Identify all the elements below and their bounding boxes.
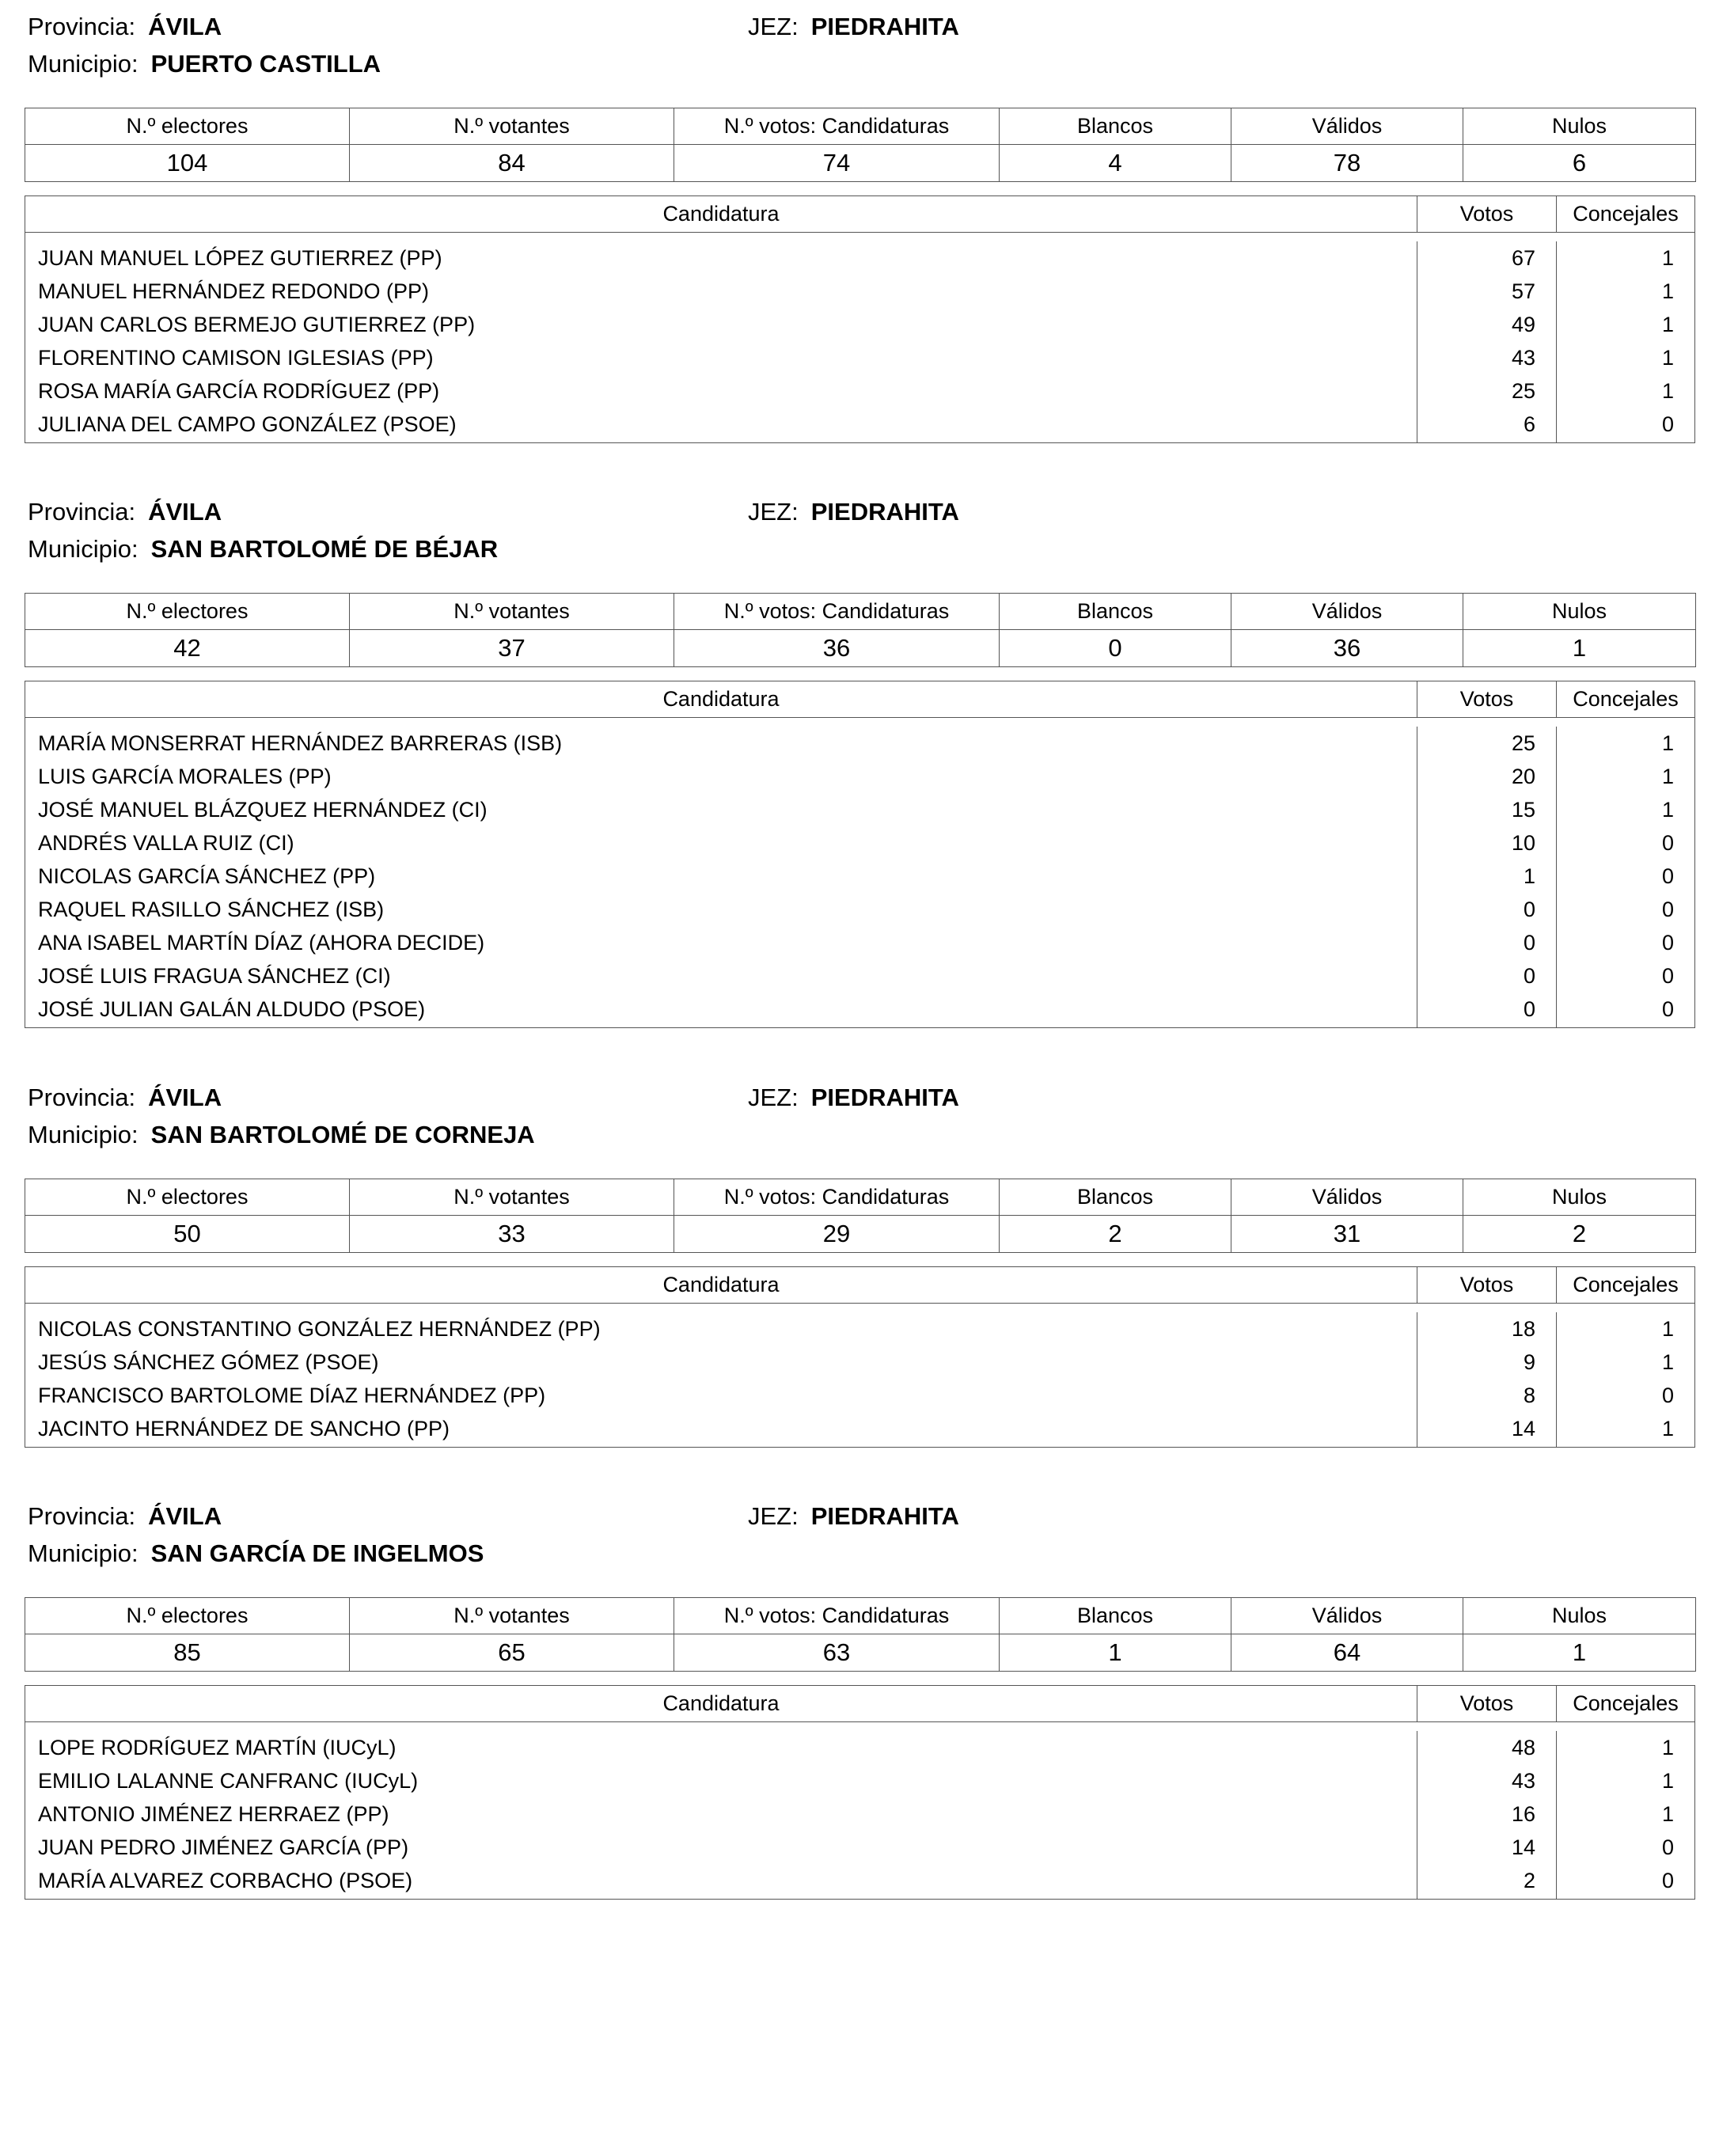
candidate-name: ROSA MARÍA GARCÍA RODRÍGUEZ (PP) [38, 379, 440, 403]
candidate-name: LOPE RODRÍGUEZ MARTÍN (IUCyL) [38, 1736, 397, 1759]
header-concejales: Concejales [1573, 1273, 1679, 1296]
candidate-concejales: 1 [1661, 1317, 1674, 1341]
jez-value: PIEDRAHITA [810, 498, 959, 526]
candidate-votes: 57 [1511, 279, 1535, 303]
summary-value-votantes: 37 [350, 630, 674, 667]
summary-header-blancos: Blancos [1000, 594, 1231, 630]
summary-value-validos: 64 [1231, 1634, 1463, 1672]
summary-value-nulos: 2 [1463, 1216, 1696, 1253]
summary-value-validos: 36 [1231, 630, 1463, 667]
municipio-value: SAN BARTOLOMÉ DE CORNEJA [150, 1121, 535, 1148]
summary-header-nulos: Nulos [1463, 1598, 1696, 1634]
municipio-line [28, 1536, 484, 1571]
provincia-line [28, 1080, 222, 1115]
jez-label: JEZ: [748, 1502, 799, 1530]
candidate-votes: 25 [1511, 379, 1535, 403]
candidate-names-column [25, 1731, 1417, 1899]
candidate-concejales: 1 [1661, 246, 1674, 270]
municipio-label: Municipio: [28, 1539, 139, 1567]
candidate-votes: 18 [1511, 1317, 1535, 1341]
provincia-label: Provincia: [28, 498, 136, 526]
summary-value-blancos: 4 [1000, 145, 1231, 182]
jez-line [748, 1080, 959, 1115]
candidate-name: ANTONIO JIMÉNEZ HERRAEZ (PP) [38, 1802, 389, 1826]
candidate-votes: 43 [1511, 346, 1535, 370]
summary-value-validos: 78 [1231, 145, 1463, 182]
summary-header-nulos: Nulos [1463, 1179, 1696, 1216]
candidate-name: RAQUEL RASILLO SÁNCHEZ (ISB) [38, 898, 385, 921]
candidate-votes: 16 [1511, 1802, 1535, 1826]
summary-value-votantes: 65 [350, 1634, 674, 1672]
candidates-header-row [25, 681, 1694, 718]
summary-value-votos_candidaturas: 63 [674, 1634, 1000, 1672]
candidates-body [25, 233, 1694, 442]
candidate-concejales: 1 [1661, 798, 1674, 822]
candidate-votes-column [1417, 1731, 1557, 1899]
header-votos: Votos [1417, 681, 1557, 717]
municipio-line [28, 532, 498, 567]
candidate-concejales: 1 [1661, 1350, 1674, 1374]
candidate-concejales: 0 [1661, 1835, 1674, 1859]
provincia-value: ÁVILA [148, 498, 222, 526]
candidate-concejales: 1 [1661, 346, 1674, 370]
candidates-body [25, 1722, 1694, 1899]
summary-value-validos: 31 [1231, 1216, 1463, 1253]
header-candidatura: Candidatura [25, 1686, 1417, 1721]
header-concejales: Concejales [1573, 1691, 1679, 1715]
municipio-label: Municipio: [28, 535, 139, 563]
candidates-header-row [25, 1686, 1694, 1722]
summary-header-nulos: Nulos [1463, 108, 1696, 145]
summary-value-blancos: 0 [1000, 630, 1231, 667]
jez-value: PIEDRAHITA [810, 1502, 959, 1530]
provincia-label: Provincia: [28, 1084, 136, 1111]
summary-header-row [25, 108, 1696, 145]
candidate-votes: 6 [1523, 412, 1535, 436]
candidates-body [25, 718, 1694, 1027]
provincia-value: ÁVILA [148, 1502, 222, 1530]
summary-value-votos_candidaturas: 74 [674, 145, 1000, 182]
candidate-concejales-column [1557, 1312, 1694, 1447]
summary-header-votantes: N.º votantes [350, 108, 674, 145]
candidate-concejales: 0 [1661, 1384, 1674, 1407]
candidate-votes-column [1417, 241, 1557, 442]
candidate-name: LUIS GARCÍA MORALES (PP) [38, 765, 332, 788]
candidate-concejales: 1 [1661, 1802, 1674, 1826]
candidate-votes: 14 [1511, 1417, 1535, 1440]
candidate-concejales: 1 [1661, 313, 1674, 336]
provincia-value: ÁVILA [148, 1084, 222, 1111]
candidate-name: JULIANA DEL CAMPO GONZÁLEZ (PSOE) [38, 412, 457, 436]
candidate-name: JACINTO HERNÁNDEZ DE SANCHO (PP) [38, 1417, 450, 1440]
candidate-votes: 48 [1511, 1736, 1535, 1759]
summary-table [25, 108, 1696, 182]
summary-header-nulos: Nulos [1463, 594, 1696, 630]
candidate-votes: 0 [1523, 898, 1535, 921]
candidate-name: EMILIO LALANNE CANFRANC (IUCyL) [38, 1769, 419, 1793]
summary-header-blancos: Blancos [1000, 108, 1231, 145]
candidate-concejales: 1 [1661, 1736, 1674, 1759]
summary-header-blancos: Blancos [1000, 1598, 1231, 1634]
candidate-concejales: 1 [1661, 1769, 1674, 1793]
candidate-name: JOSÉ JULIAN GALÁN ALDUDO (PSOE) [38, 997, 426, 1021]
candidate-votes: 0 [1523, 997, 1535, 1021]
summary-value-nulos: 1 [1463, 630, 1696, 667]
municipio-value: PUERTO CASTILLA [150, 50, 381, 78]
candidate-name: NICOLAS GARCÍA SÁNCHEZ (PP) [38, 864, 376, 888]
summary-header-votos_candidaturas: N.º votos: Candidaturas [674, 108, 1000, 145]
candidate-concejales: 0 [1661, 964, 1674, 988]
candidate-concejales: 0 [1661, 831, 1674, 855]
summary-header-validos: Válidos [1231, 108, 1463, 145]
candidate-votes-column [1417, 1312, 1557, 1447]
candidate-name: JUAN PEDRO JIMÉNEZ GARCÍA (PP) [38, 1835, 409, 1859]
summary-value-electores: 42 [25, 630, 350, 667]
candidate-name: MANUEL HERNÁNDEZ REDONDO (PP) [38, 279, 430, 303]
candidate-name: FRANCISCO BARTOLOME DÍAZ HERNÁNDEZ (PP) [38, 1384, 546, 1407]
summary-header-validos: Válidos [1231, 594, 1463, 630]
summary-header-electores: N.º electores [25, 1598, 350, 1634]
summary-value-nulos: 6 [1463, 145, 1696, 182]
candidate-concejales: 0 [1661, 864, 1674, 888]
jez-label: JEZ: [748, 13, 799, 40]
candidate-votes: 43 [1511, 1769, 1535, 1793]
summary-values-row [25, 145, 1696, 182]
summary-header-votos_candidaturas: N.º votos: Candidaturas [674, 1598, 1000, 1634]
summary-value-electores: 50 [25, 1216, 350, 1253]
summary-value-blancos: 1 [1000, 1634, 1231, 1672]
candidates-body [25, 1304, 1694, 1447]
candidate-name: NICOLAS CONSTANTINO GONZÁLEZ HERNÁNDEZ (PP) [38, 1317, 601, 1341]
candidate-concejales-column [1557, 727, 1694, 1027]
candidate-name: JOSÉ MANUEL BLÁZQUEZ HERNÁNDEZ (CI) [38, 798, 488, 822]
jez-value: PIEDRAHITA [810, 1084, 959, 1111]
candidate-name: MARÍA ALVAREZ CORBACHO (PSOE) [38, 1869, 413, 1892]
candidate-votes: 10 [1511, 831, 1535, 855]
candidates-table [25, 1266, 1695, 1448]
summary-header-electores: N.º electores [25, 108, 350, 145]
jez-label: JEZ: [748, 1084, 799, 1111]
municipio-value: SAN GARCÍA DE INGELMOS [150, 1539, 484, 1567]
header-votos: Votos [1417, 196, 1557, 232]
jez-line [748, 495, 959, 530]
candidate-concejales-column [1557, 1731, 1694, 1899]
provincia-label: Provincia: [28, 13, 136, 40]
provincia-value: ÁVILA [148, 13, 222, 40]
candidates-header-row [25, 1267, 1694, 1304]
summary-value-electores: 104 [25, 145, 350, 182]
summary-table [25, 1179, 1696, 1253]
jez-label: JEZ: [748, 498, 799, 526]
provincia-line [28, 495, 222, 530]
candidate-name: JESÚS SÁNCHEZ GÓMEZ (PSOE) [38, 1350, 379, 1374]
header-concejales: Concejales [1573, 687, 1679, 711]
summary-table [25, 1597, 1696, 1672]
summary-header-validos: Válidos [1231, 1179, 1463, 1216]
candidate-name: JOSÉ LUIS FRAGUA SÁNCHEZ (CI) [38, 964, 391, 988]
summary-values-row [25, 1634, 1696, 1672]
summary-value-nulos: 1 [1463, 1634, 1696, 1672]
jez-value: PIEDRAHITA [810, 13, 959, 40]
candidate-votes: 67 [1511, 246, 1535, 270]
header-votos: Votos [1417, 1686, 1557, 1721]
candidate-votes: 9 [1523, 1350, 1535, 1374]
summary-header-votos_candidaturas: N.º votos: Candidaturas [674, 1179, 1000, 1216]
candidate-votes: 0 [1523, 964, 1535, 988]
summary-header-blancos: Blancos [1000, 1179, 1231, 1216]
summary-values-row [25, 630, 1696, 667]
candidate-votes: 49 [1511, 313, 1535, 336]
header-candidatura: Candidatura [25, 196, 1417, 232]
candidates-table [25, 195, 1695, 443]
summary-header-validos: Válidos [1231, 1598, 1463, 1634]
summary-header-row [25, 1179, 1696, 1216]
candidate-concejales-column [1557, 241, 1694, 442]
candidate-votes-column [1417, 727, 1557, 1027]
candidate-concejales: 1 [1661, 1417, 1674, 1440]
candidate-concejales: 0 [1661, 898, 1674, 921]
candidate-concejales: 1 [1661, 765, 1674, 788]
candidate-votes: 8 [1523, 1384, 1535, 1407]
candidate-concejales: 1 [1661, 379, 1674, 403]
municipio-value: SAN BARTOLOMÉ DE BÉJAR [150, 535, 499, 563]
candidate-concejales: 0 [1661, 1869, 1674, 1892]
summary-header-votantes: N.º votantes [350, 1598, 674, 1634]
header-candidatura: Candidatura [25, 681, 1417, 717]
candidate-votes: 25 [1511, 731, 1535, 755]
candidate-concejales: 0 [1661, 997, 1674, 1021]
candidate-concejales: 0 [1661, 931, 1674, 955]
summary-values-row [25, 1216, 1696, 1253]
candidate-votes: 0 [1523, 931, 1535, 955]
candidate-names-column [25, 727, 1417, 1027]
candidate-name: FLORENTINO CAMISON IGLESIAS (PP) [38, 346, 434, 370]
summary-value-votos_candidaturas: 29 [674, 1216, 1000, 1253]
candidate-concejales: 0 [1661, 412, 1674, 436]
provincia-line [28, 1499, 222, 1534]
summary-header-votos_candidaturas: N.º votos: Candidaturas [674, 594, 1000, 630]
candidate-name: JUAN CARLOS BERMEJO GUTIERREZ (PP) [38, 313, 476, 336]
candidates-table [25, 681, 1695, 1028]
summary-header-row [25, 1598, 1696, 1634]
candidate-names-column [25, 241, 1417, 442]
candidate-names-column [25, 1312, 1417, 1447]
candidate-name: ANA ISABEL MARTÍN DÍAZ (AHORA DECIDE) [38, 931, 485, 955]
candidate-name: MARÍA MONSERRAT HERNÁNDEZ BARRERAS (ISB) [38, 731, 563, 755]
summary-header-electores: N.º electores [25, 594, 350, 630]
header-concejales: Concejales [1573, 202, 1679, 226]
summary-value-blancos: 2 [1000, 1216, 1231, 1253]
candidate-votes: 14 [1511, 1835, 1535, 1859]
candidate-votes: 1 [1523, 864, 1535, 888]
summary-value-votantes: 84 [350, 145, 674, 182]
candidates-table [25, 1685, 1695, 1900]
candidate-name: ANDRÉS VALLA RUIZ (CI) [38, 831, 294, 855]
candidate-concejales: 1 [1661, 279, 1674, 303]
summary-header-votantes: N.º votantes [350, 594, 674, 630]
municipio-label: Municipio: [28, 1121, 139, 1148]
summary-header-votantes: N.º votantes [350, 1179, 674, 1216]
summary-value-votantes: 33 [350, 1216, 674, 1253]
municipio-line [28, 47, 381, 82]
summary-value-electores: 85 [25, 1634, 350, 1672]
header-votos: Votos [1417, 1267, 1557, 1303]
provincia-line [28, 9, 222, 44]
header-candidatura: Candidatura [25, 1267, 1417, 1303]
municipio-line [28, 1118, 535, 1152]
candidate-votes: 2 [1523, 1869, 1535, 1892]
candidate-votes: 15 [1511, 798, 1535, 822]
summary-header-electores: N.º electores [25, 1179, 350, 1216]
municipio-label: Municipio: [28, 50, 139, 78]
candidate-votes: 20 [1511, 765, 1535, 788]
summary-value-votos_candidaturas: 36 [674, 630, 1000, 667]
candidate-name: JUAN MANUEL LÓPEZ GUTIERREZ (PP) [38, 246, 442, 270]
candidate-concejales: 1 [1661, 731, 1674, 755]
jez-line [748, 9, 959, 44]
summary-header-row [25, 594, 1696, 630]
provincia-label: Provincia: [28, 1502, 136, 1530]
candidates-header-row [25, 196, 1694, 233]
jez-line [748, 1499, 959, 1534]
summary-table [25, 593, 1696, 667]
